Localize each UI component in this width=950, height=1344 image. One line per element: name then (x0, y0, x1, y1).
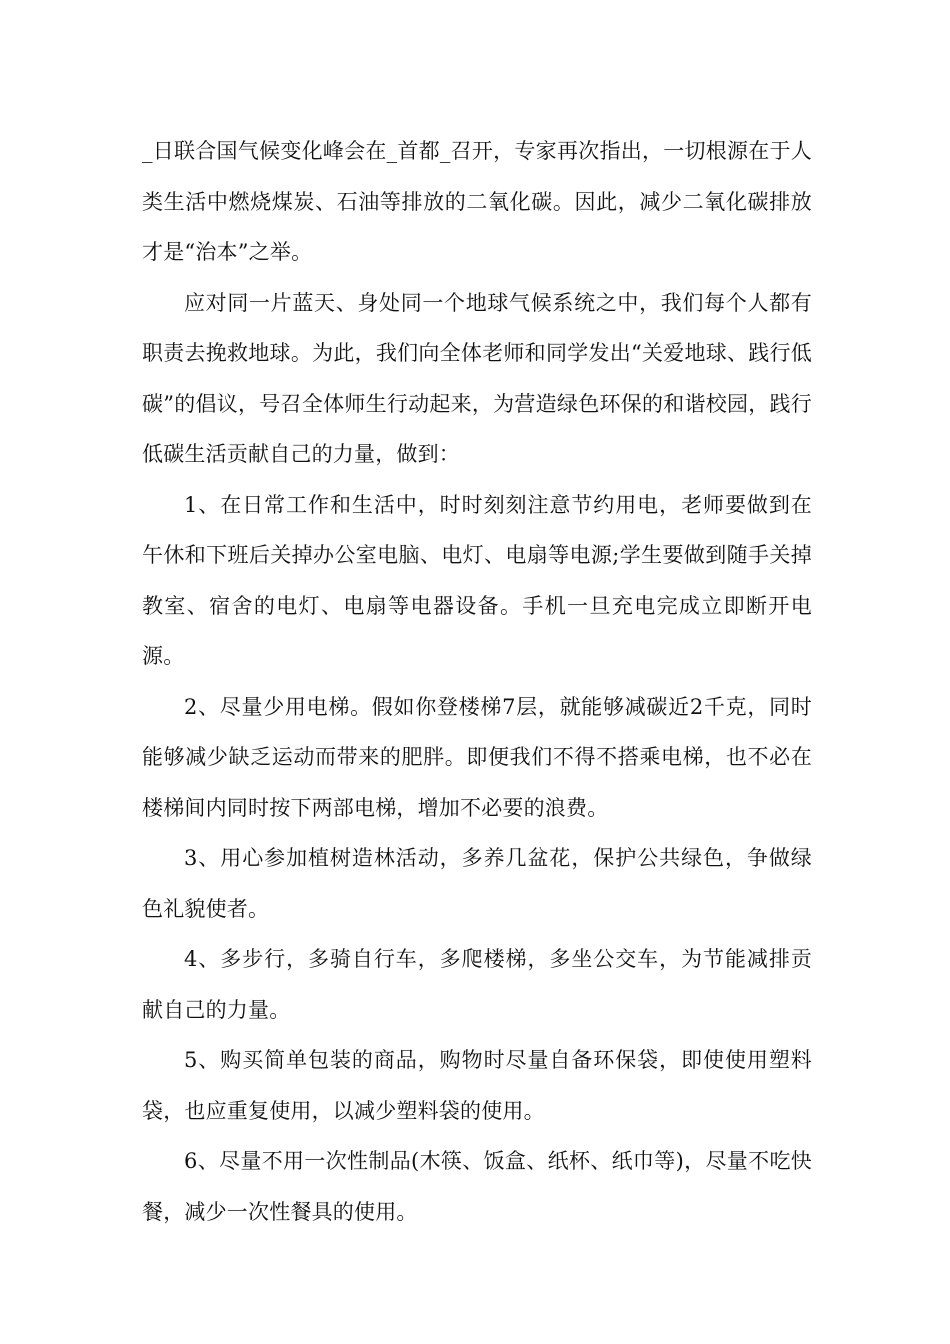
paragraph-item-6-disposables: 6、尽量不用一次性制品(木筷、饭盒、纸杯、纸巾等)，尽量不吃快餐，减少一次性餐具的使用。 (142, 1149, 812, 1224)
paragraph-item-2-elevator: 2、尽量少用电梯。假如你登楼梯7层，就能够减碳近2千克，同时能够减少缺乏运动而带来的肥胖。即便我们不得不搭乘电梯，也不必在楼梯间内同时按下两部电梯，增加不必要的浪费。 (142, 694, 812, 820)
paragraph-item-1-electricity: 1、在日常工作和生活中，时时刻刻注意节约用电，老师要做到在午休和下班后关掉办公室电脑、电灯、电扇等电源;学生要做到随手关掉教室、宿舍的电灯、电扇等电器设备。手机一旦充电完成立即断开电源。 (142, 492, 812, 668)
document-body (142, 126, 812, 1237)
paragraph-item-3-planting: 3、用心参加植树造林活动，多养几盆花，保护公共绿色，争做绿色礼貌使者。 (142, 846, 812, 921)
paragraph-item-4-walking: 4、多步行，多骑自行车，多爬楼梯，多坐公交车，为节能减排贡献自己的力量。 (142, 947, 812, 1022)
paragraph-item-5-packaging: 5、购买简单包装的商品，购物时尽量自备环保袋，即使使用塑料袋，也应重复使用，以减少塑料袋的使用。 (142, 1048, 812, 1123)
paragraph-summit-intro: _日联合国气候变化峰会在_首都_召开，专家再次指出，一切根源在于人类生活中燃烧煤炭、石油等排放的二氧化碳。因此，减少二氧化碳排放才是“治本”之举。 (142, 139, 812, 264)
paragraph-initiative: 应对同一片蓝天、身处同一个地球气候系统之中，我们每个人都有职责去挽救地球。为此，我们向全体老师和同学发出“关爱地球、践行低碳”的倡议，号召全体师生行动起来，为营造绿色环保的和谐校园，践行低碳生活贡献自己的力量，做到： (142, 290, 812, 466)
